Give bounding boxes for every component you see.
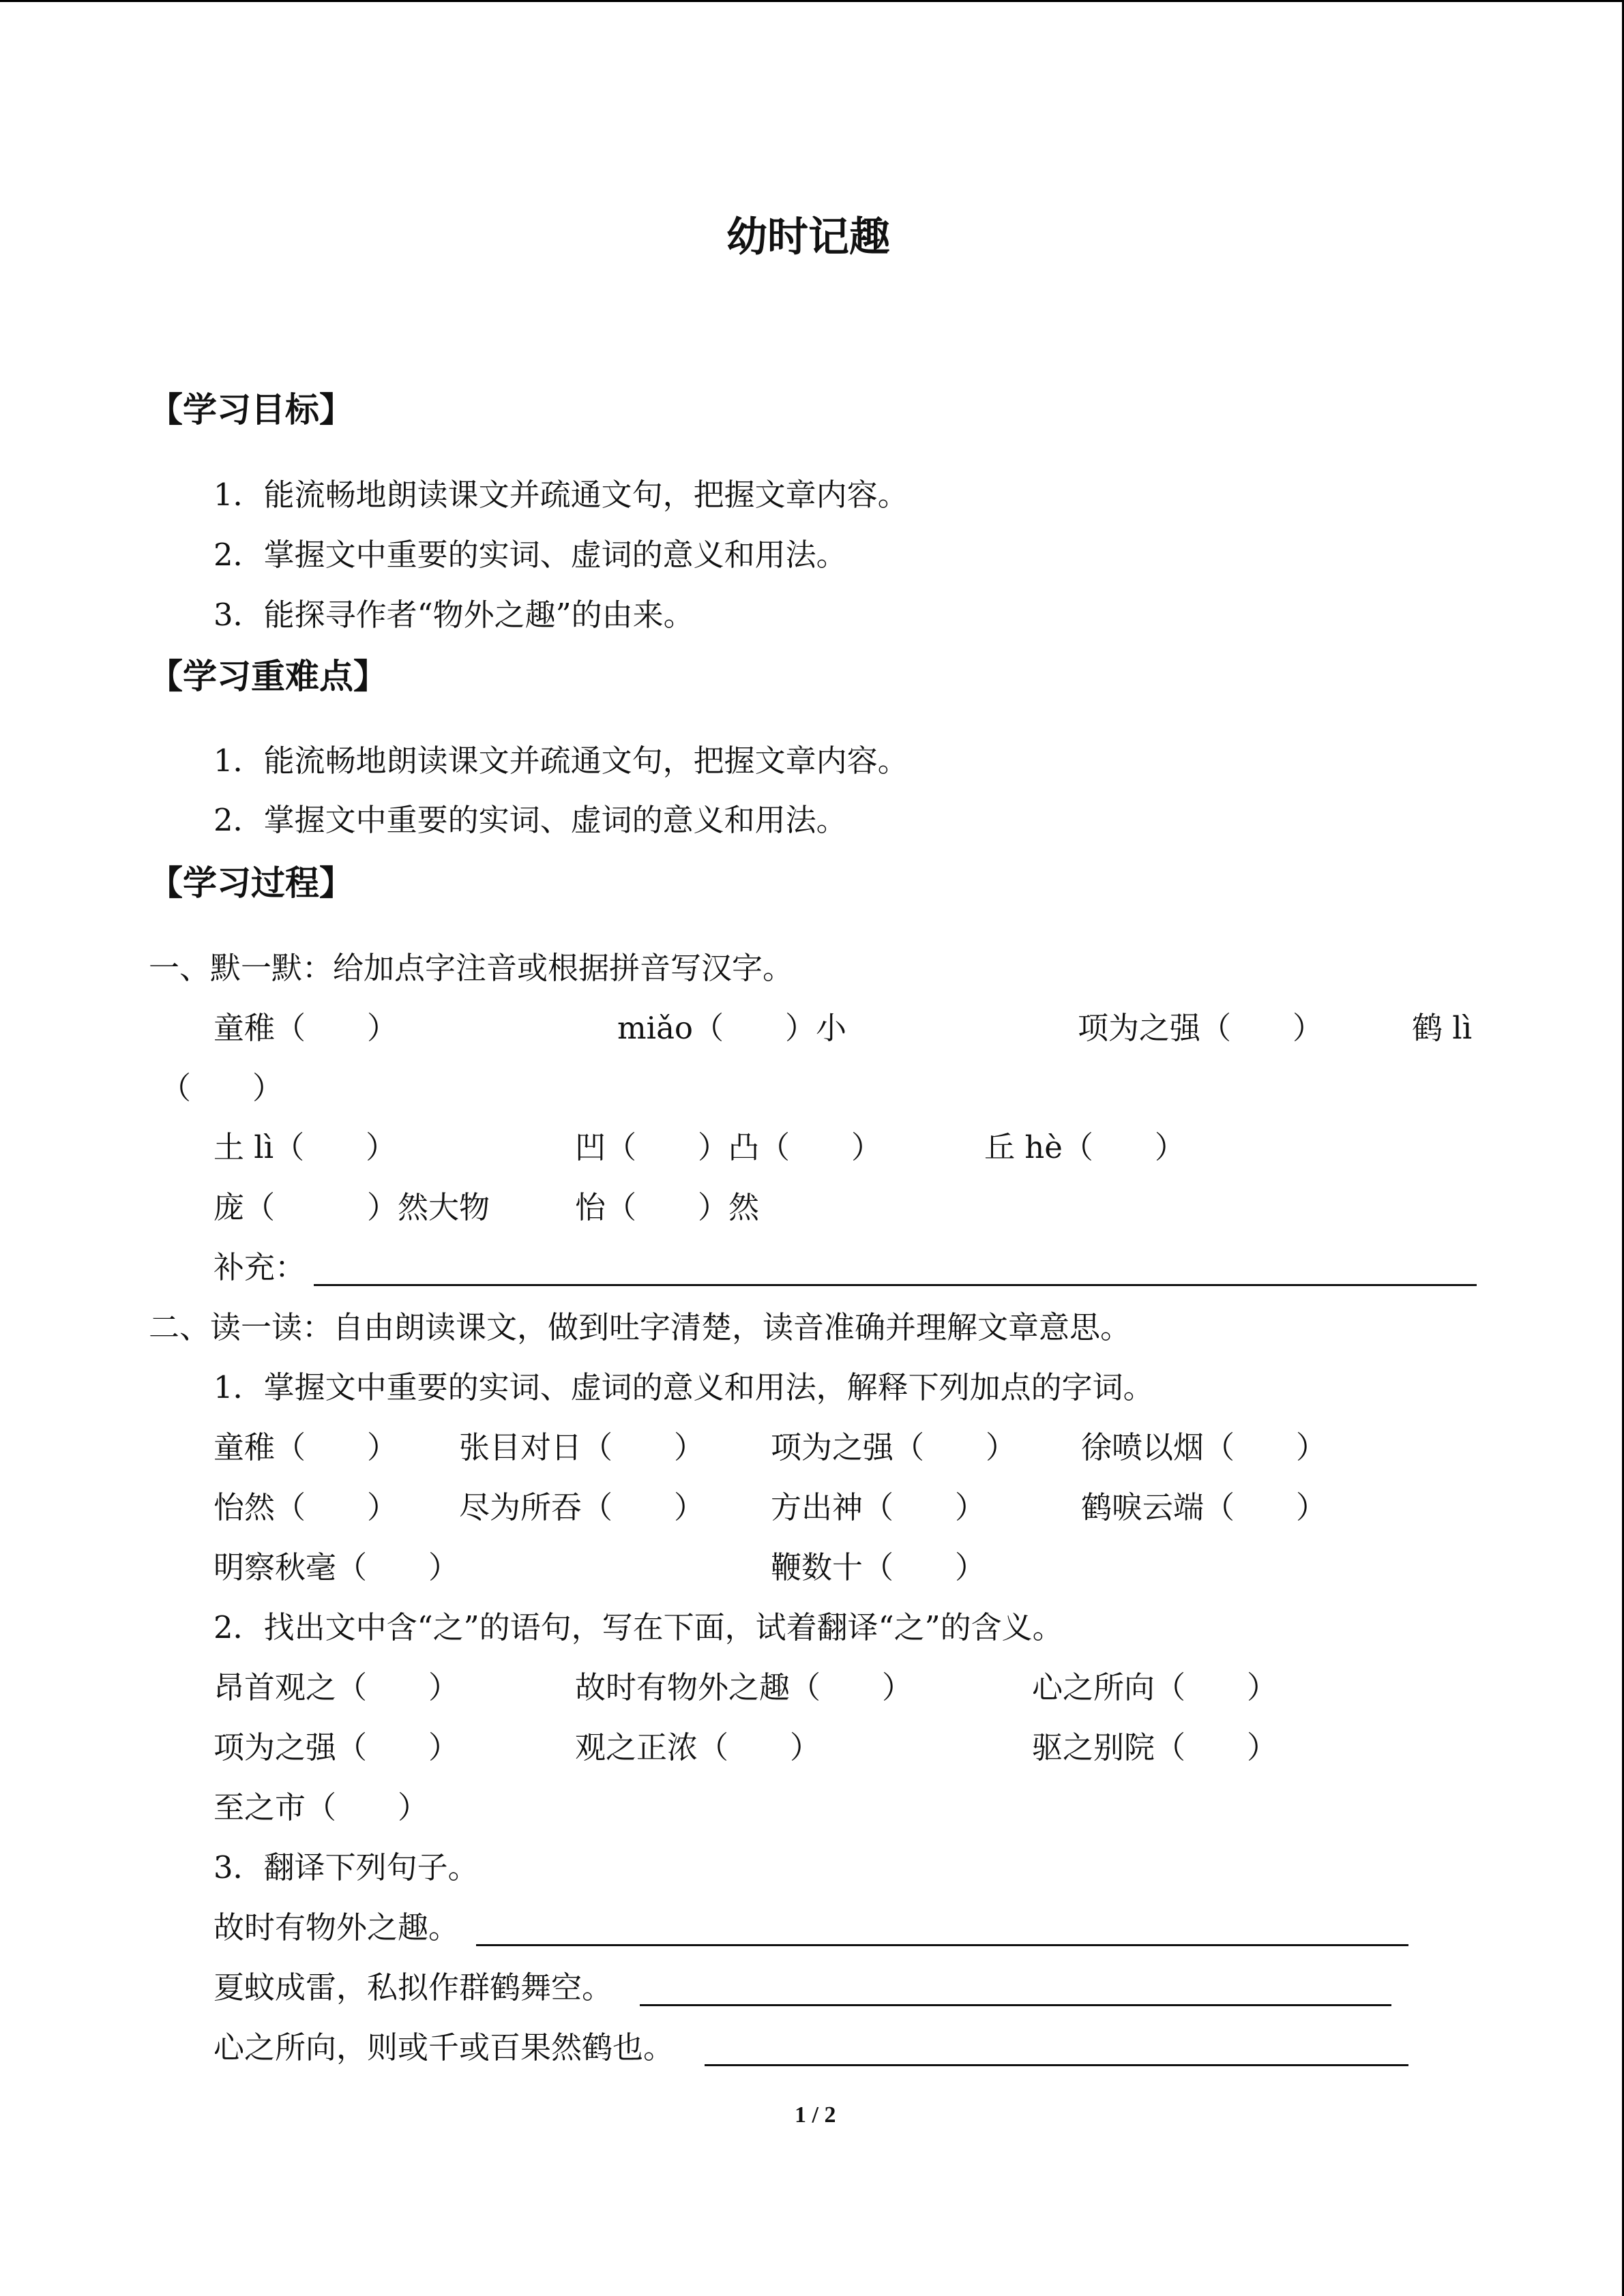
vocab-item: 鞭数十（ ） — [771, 1549, 986, 1585]
zhi-item: 昂首观之（ ） — [213, 1669, 460, 1705]
zhi-item: 观之正浓（ ） — [575, 1729, 821, 1765]
pinyin-item: 土 lì（ ） — [213, 1129, 397, 1165]
page-border-top — [0, 0, 1624, 2]
translate-answer-line[interactable] — [705, 2064, 1408, 2066]
pinyin-item: 童稚（ ） — [213, 1010, 398, 1046]
q2-label: 2．找出文中含“之”的语句，写在下面，试着翻译“之”的含义。 — [213, 1609, 1063, 1645]
zhi-item: 驱之别院（ ） — [1032, 1729, 1278, 1765]
vocab-item: 怡然（ ） — [213, 1489, 398, 1525]
supplement-label: 补充： — [213, 1249, 306, 1285]
q3-label: 3．翻译下列句子。 — [213, 1849, 479, 1885]
key-point-item: 2．掌握文中重要的实词、虚词的意义和用法。 — [213, 802, 847, 838]
vocab-item: 童稚（ ） — [213, 1429, 398, 1465]
part2-heading: 二、读一读：自由朗读课文，做到吐字清楚，读音准确并理解文章意思。 — [149, 1309, 1132, 1345]
pinyin-item: 凹（ ）凸（ ） — [575, 1129, 883, 1165]
goals-heading: 【学习目标】 — [149, 390, 353, 430]
part1-heading: 一、默一默：给加点字注音或根据拼音写汉字。 — [149, 950, 794, 986]
zhi-item: 至之市（ ） — [213, 1789, 429, 1825]
zhi-item: 项为之强（ ） — [213, 1729, 460, 1765]
pinyin-item: 项为之强（ ） — [1078, 1010, 1324, 1046]
translate-answer-line[interactable] — [640, 2004, 1391, 2006]
pinyin-item: miǎo（ ）小 — [617, 1010, 846, 1046]
goal-item: 1．能流畅地朗读课文并疏通文句，把握文章内容。 — [213, 477, 909, 513]
key-point-item: 1．能流畅地朗读课文并疏通文句，把握文章内容。 — [213, 743, 909, 779]
page-number: 1 / 2 — [795, 2102, 836, 2128]
pinyin-item: 怡（ ）然 — [575, 1189, 760, 1225]
translate-sentence: 夏蚊成雷，私拟作群鹤舞空。 — [213, 1969, 613, 2006]
pinyin-item: 庞（ ）然大物 — [213, 1189, 490, 1225]
goal-item: 2．掌握文中重要的实词、虚词的意义和用法。 — [213, 537, 847, 573]
translate-sentence: 心之所向，则或千或百果然鹤也。 — [213, 2029, 675, 2066]
vocab-item: 项为之强（ ） — [771, 1429, 1017, 1465]
pinyin-item: 丘 hè（ ） — [984, 1129, 1185, 1165]
pinyin-item: 鹤 lì — [1412, 1010, 1473, 1046]
process-heading: 【学习过程】 — [149, 863, 353, 903]
goal-item: 3．能探寻作者“物外之趣”的由来。 — [213, 597, 694, 633]
key-points-heading: 【学习重难点】 — [149, 657, 387, 696]
vocab-item: 徐喷以烟（ ） — [1081, 1429, 1327, 1465]
pinyin-item-wrap: （ ） — [160, 1070, 284, 1106]
page-title: 幼时记趣 — [726, 213, 890, 261]
vocab-item: 明察秋毫（ ） — [213, 1549, 460, 1585]
zhi-item: 故时有物外之趣（ ） — [575, 1669, 913, 1705]
zhi-item: 心之所向（ ） — [1032, 1669, 1278, 1705]
supplement-answer-line[interactable] — [314, 1284, 1477, 1286]
vocab-item: 鹤唳云端（ ） — [1081, 1489, 1327, 1525]
vocab-item: 方出神（ ） — [771, 1489, 986, 1525]
translate-answer-line[interactable] — [476, 1944, 1408, 1946]
q1-label: 1．掌握文中重要的实词、虚词的意义和用法，解释下列加点的字词。 — [213, 1369, 1154, 1405]
vocab-item: 张目对日（ ） — [459, 1429, 705, 1465]
translate-sentence: 故时有物外之趣。 — [213, 1909, 460, 1945]
vocab-item: 尽为所吞（ ） — [459, 1489, 705, 1525]
